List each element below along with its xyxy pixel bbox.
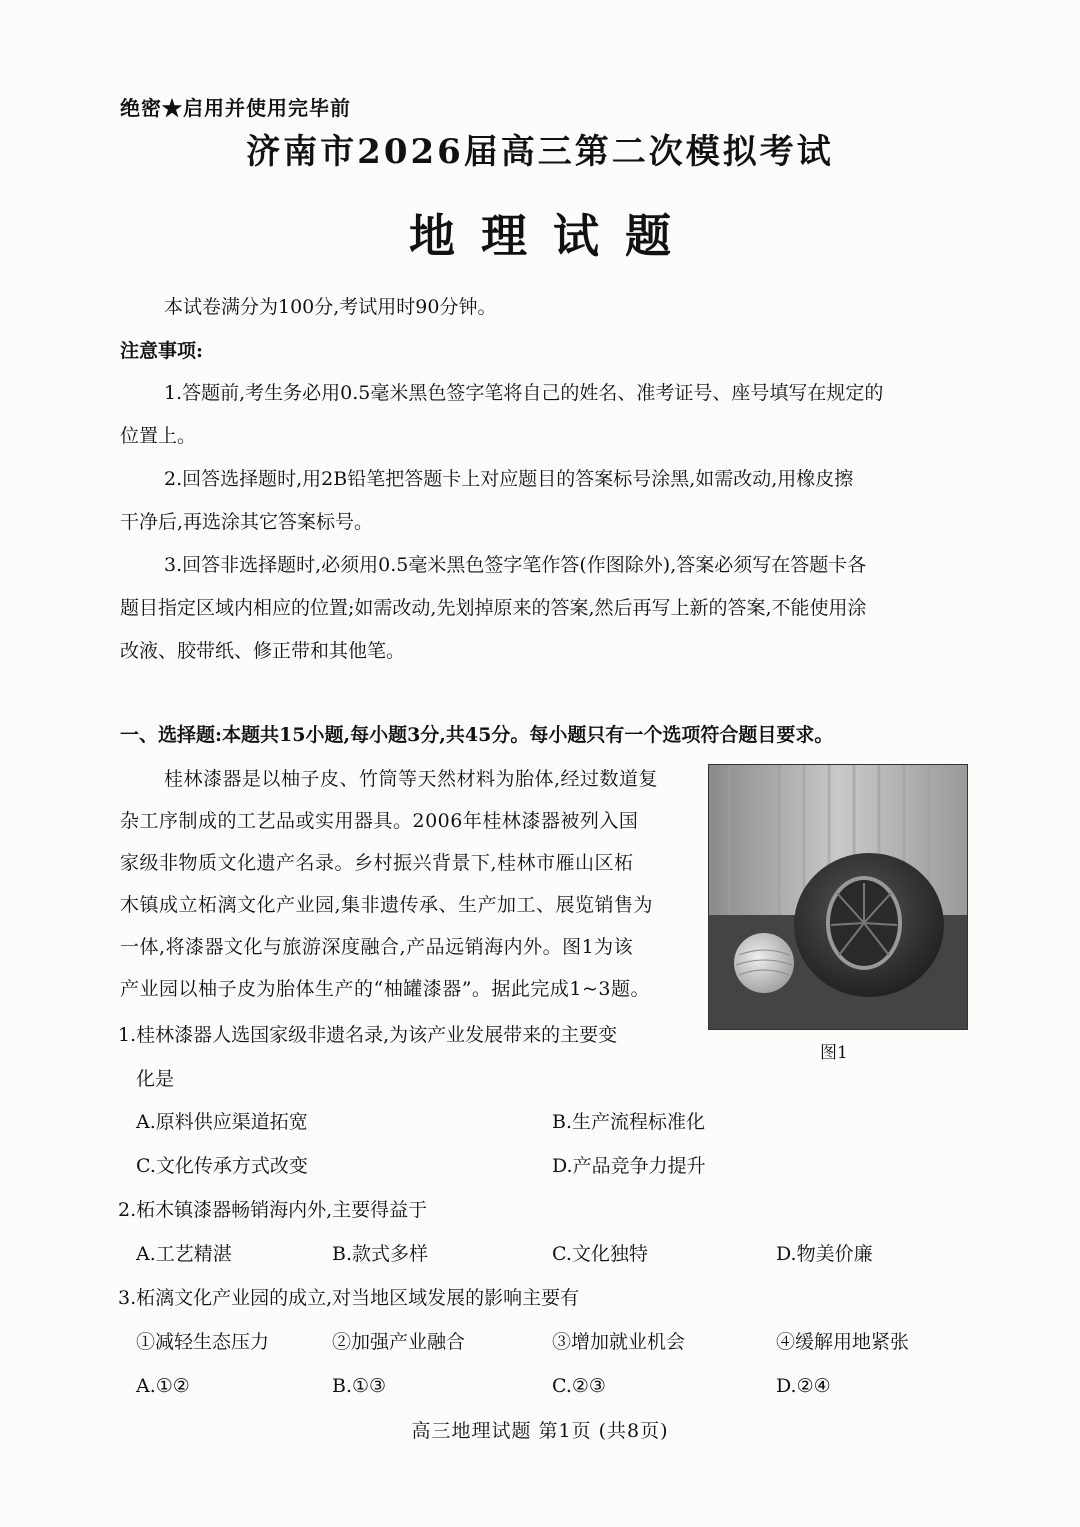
passage-line: 家级非物质文化遗产名录。乡村振兴背景下,桂林市雁山区柘 xyxy=(120,852,634,874)
subject-title: 地理试题 xyxy=(409,209,697,263)
q2-option-d: D.物美价廉 xyxy=(776,1243,873,1265)
question-3-stem: 3.柘漓文化产业园的成立,对当地区域发展的影响主要有 xyxy=(118,1287,580,1309)
notice-item-1-line-1: 1.答题前,考生务必用0.5毫米黑色签字笔将自己的姓名、准考证号、座号填写在规定的 xyxy=(164,382,884,404)
passage-line: 木镇成立柘漓文化产业园,集非遗传承、生产加工、展览销售为 xyxy=(120,894,654,916)
pomelo-lacquer-jars-illustration xyxy=(709,765,967,1029)
passage-line: 一体,将漆器文化与旅游深度融合,产品远销海内外。图1为该 xyxy=(120,936,634,958)
q3-statement-4: ④缓解用地紧张 xyxy=(776,1331,910,1353)
passage-line: 杂工序制成的工艺品或实用器具。2006年桂林漆器被列入国 xyxy=(120,810,639,832)
question-1-stem-line-2: 化是 xyxy=(136,1068,175,1090)
notice-item-3-line-3: 改液、胶带纸、修正带和其他笔。 xyxy=(120,640,406,662)
q1-option-c: C.文化传承方式改变 xyxy=(136,1155,308,1177)
passage-line: 产业园以柚子皮为胎体生产的“柚罐漆器”。据此完成1~3题。 xyxy=(120,978,651,1000)
figure-caption: 图1 xyxy=(820,1043,848,1063)
q2-option-c: C.文化独特 xyxy=(552,1243,648,1265)
notice-item-3-line-2: 题目指定区域内相应的位置;如需改动,先划掉原来的答案,然后再写上新的答案,不能使用涂 xyxy=(120,597,867,619)
notice-item-2-line-1: 2.回答选择题时,用2B铅笔把答题卡上对应题目的答案标号涂黑,如需改动,用橡皮擦 xyxy=(164,468,854,490)
lacquerware-photo xyxy=(708,764,968,1030)
notice-item-2-line-2: 干净后,再选涂其它答案标号。 xyxy=(120,511,374,533)
q1-option-d: D.产品竞争力提升 xyxy=(552,1155,706,1177)
confidential-label: 绝密★启用并使用完毕前 xyxy=(120,96,351,120)
q3-option-b: B.①③ xyxy=(332,1375,387,1397)
passage-line: 桂林漆器是以柚子皮、竹筒等天然材料为胎体,经过数道复 xyxy=(164,768,659,790)
q3-statement-3: ③增加就业机会 xyxy=(552,1331,686,1353)
intro-text: 本试卷满分为100分,考试用时90分钟。 xyxy=(164,296,497,318)
q3-option-a: A.①② xyxy=(136,1375,190,1397)
passage xyxy=(120,758,658,1010)
notice-item-3-line-1: 3.回答非选择题时,必须用0.5毫米黑色签字笔作答(作图除外),答案必须写在答题卡各 xyxy=(164,554,867,576)
q2-option-a: A.工艺精湛 xyxy=(136,1243,232,1265)
q3-option-d: D.②④ xyxy=(776,1375,831,1397)
q3-statement-2: ②加强产业融合 xyxy=(332,1331,466,1353)
page-footer: 高三地理试题 第1页 (共8页) xyxy=(411,1420,669,1442)
notice-item-1-line-2: 位置上。 xyxy=(120,425,197,447)
q1-option-a: A.原料供应渠道拓宽 xyxy=(136,1111,308,1133)
q3-statement-1: ①减轻生态压力 xyxy=(136,1331,270,1353)
exam-title: 济南市2026届高三第二次模拟考试 xyxy=(246,132,834,172)
question-1-stem-line-1: 1.桂林漆器人选国家级非遗名录,为该产业发展带来的主要变 xyxy=(118,1024,618,1046)
section-heading: 一、选择题:本题共15小题,每小题3分,共45分。每小题只有一个选项符合题目要求。 xyxy=(120,724,834,746)
q3-option-c: C.②③ xyxy=(552,1375,606,1397)
q1-option-b: B.生产流程标准化 xyxy=(552,1111,706,1133)
question-2-stem: 2.柘木镇漆器畅销海内外,主要得益于 xyxy=(118,1199,428,1221)
q2-option-b: B.款式多样 xyxy=(332,1243,429,1265)
notice-heading: 注意事项: xyxy=(120,340,204,362)
